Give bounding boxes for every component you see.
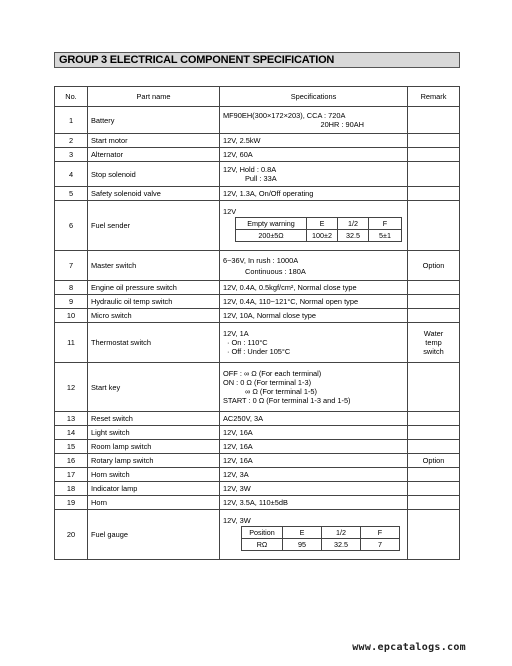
part-name: Alternator <box>88 148 220 162</box>
remark-cell <box>408 107 460 134</box>
table-row <box>55 496 460 510</box>
spec-line: 12V, 0.4A, 110~121°C, Normal open type <box>223 297 359 306</box>
row-no: 8 <box>55 281 88 295</box>
remark-cell <box>408 162 460 187</box>
remark-cell: Option <box>408 454 460 468</box>
spec-cell <box>220 295 408 309</box>
spec-cell <box>220 309 408 323</box>
spec-line: 12V, 3W <box>223 484 251 493</box>
remark-cell <box>408 363 460 412</box>
section-title-bar <box>54 52 460 68</box>
spec-cell <box>220 187 408 201</box>
sub-table-row <box>242 527 400 539</box>
table-row <box>55 412 460 426</box>
spec-line: 12V, 2.5kW <box>223 136 261 145</box>
row-no: 1 <box>55 107 88 134</box>
remark-cell: Option <box>408 251 460 281</box>
remark-cell <box>408 281 460 295</box>
row-no: 20 <box>55 510 88 560</box>
part-name: Engine oil pressure switch <box>88 281 220 295</box>
remark-cell <box>408 496 460 510</box>
spec-line: Pull : 33A <box>245 174 277 183</box>
row-no: 9 <box>55 295 88 309</box>
row-no: 15 <box>55 440 88 454</box>
spec-cell <box>220 281 408 295</box>
table-row <box>55 187 460 201</box>
page-title: GROUP 3 ELECTRICAL COMPONENT SPECIFICATION <box>59 54 335 66</box>
spec-cell <box>220 482 408 496</box>
remark-cell <box>408 426 460 440</box>
spec-cell <box>220 454 408 468</box>
remark-cell <box>408 323 460 363</box>
table-row <box>55 454 460 468</box>
table-row <box>55 363 460 412</box>
header-remark: Remark <box>408 87 460 107</box>
table-header-row <box>55 87 460 107</box>
remark-cell <box>408 134 460 148</box>
header-part-name: Part name <box>88 87 220 107</box>
row-no: 5 <box>55 187 88 201</box>
row-no: 12 <box>55 363 88 412</box>
part-name: Horn switch <box>88 468 220 482</box>
row-no: 3 <box>55 148 88 162</box>
remark-cell <box>408 148 460 162</box>
remark-line: temp <box>425 338 442 347</box>
part-name: Fuel gauge <box>88 510 220 560</box>
table-row <box>55 281 460 295</box>
remark-cell <box>408 187 460 201</box>
watermark-text: www.epcatalogs.com <box>352 642 466 653</box>
spec-line: 12V, 3.5A, 110±5dB <box>223 498 288 507</box>
spec-line: 12V, 3A <box>223 470 249 479</box>
sub-cell: 5±1 <box>369 230 402 242</box>
part-name: Micro switch <box>88 309 220 323</box>
part-name: Thermostat switch <box>88 323 220 363</box>
remark-cell <box>408 482 460 496</box>
part-name: Safety solenoid valve <box>88 187 220 201</box>
row-no: 11 <box>55 323 88 363</box>
spec-cell <box>220 440 408 454</box>
sub-cell: 95 <box>283 539 322 551</box>
remark-cell <box>408 309 460 323</box>
spec-line: 12V, Hold : 0.8A <box>223 165 277 174</box>
part-name: Stop solenoid <box>88 162 220 187</box>
part-name: Room lamp switch <box>88 440 220 454</box>
table-row <box>55 107 460 134</box>
spec-line: 12V <box>223 207 237 216</box>
part-name: Start key <box>88 363 220 412</box>
table-row <box>55 440 460 454</box>
table-row <box>55 468 460 482</box>
header-specifications: Specifications <box>220 87 408 107</box>
spec-cell <box>220 426 408 440</box>
spec-line: OFF : ∞ Ω (For each terminal) <box>223 369 322 378</box>
table-row <box>55 148 460 162</box>
sub-cell: 1/2 <box>338 218 369 230</box>
spec-cell <box>220 496 408 510</box>
spec-line: 12V, 60A <box>223 150 253 159</box>
row-no: 10 <box>55 309 88 323</box>
spec-cell <box>220 323 408 363</box>
part-name: Start motor <box>88 134 220 148</box>
sub-cell: 100±2 <box>307 230 338 242</box>
fuel-sender-resistance-table <box>235 217 402 242</box>
sub-cell: E <box>307 218 338 230</box>
sub-cell: 200±5Ω <box>236 230 307 242</box>
sub-cell: 32.5 <box>322 539 361 551</box>
part-name: Hydraulic oil temp switch <box>88 295 220 309</box>
spec-cell <box>220 510 408 560</box>
table-row <box>55 201 460 251</box>
table-row <box>55 426 460 440</box>
sub-cell: RΩ <box>242 539 283 551</box>
sub-table-row <box>236 218 402 230</box>
spec-cell <box>220 148 408 162</box>
spec-line: · Off : Under 105°C <box>227 347 291 356</box>
spec-line: 12V, 0.4A, 0.5kgf/cm², Normal close type <box>223 283 357 292</box>
row-no: 17 <box>55 468 88 482</box>
spec-line: ∞ Ω (For terminal 1-5) <box>245 387 317 396</box>
spec-cell <box>220 201 408 251</box>
sub-cell: F <box>361 527 400 539</box>
remark-line: switch <box>423 347 444 356</box>
sub-cell: Empty warning <box>236 218 307 230</box>
remark-line: Water <box>423 329 444 338</box>
sub-cell: 7 <box>361 539 400 551</box>
row-no: 4 <box>55 162 88 187</box>
table-row <box>55 162 460 187</box>
spec-line: 12V, 3W <box>223 516 251 525</box>
row-no: 7 <box>55 251 88 281</box>
row-no: 2 <box>55 134 88 148</box>
spec-cell <box>220 107 408 134</box>
row-no: 13 <box>55 412 88 426</box>
header-no: No. <box>55 87 88 107</box>
table-row <box>55 295 460 309</box>
spec-cell <box>220 162 408 187</box>
spec-line: · On : 110°C <box>227 338 268 347</box>
part-name: Battery <box>88 107 220 134</box>
remark-cell <box>408 201 460 251</box>
spec-line: 12V, 1A <box>223 329 249 338</box>
spec-line: 12V, 16A <box>223 442 253 451</box>
part-name: Indicator lamp <box>88 482 220 496</box>
spec-cell <box>220 134 408 148</box>
part-name: Light switch <box>88 426 220 440</box>
row-no: 16 <box>55 454 88 468</box>
spec-line: Continuous : 180A <box>245 266 306 276</box>
spec-line: 12V, 1.3A, On/Off operating <box>223 189 314 198</box>
part-name: Horn <box>88 496 220 510</box>
spec-table <box>54 86 460 560</box>
spec-line: 20HR : 90AH <box>320 120 364 129</box>
part-name: Rotary lamp switch <box>88 454 220 468</box>
remark-cell <box>408 440 460 454</box>
remark-cell <box>408 412 460 426</box>
spec-cell <box>220 468 408 482</box>
remark-cell <box>408 468 460 482</box>
sub-cell: 32.5 <box>338 230 369 242</box>
sub-table-row <box>236 230 402 242</box>
table-row <box>55 510 460 560</box>
spec-line: 12V, 16A <box>223 428 253 437</box>
sub-cell: 1/2 <box>322 527 361 539</box>
spec-line: 6~36V, In rush : 1000A <box>223 255 299 265</box>
spec-cell <box>220 363 408 412</box>
spec-line: AC250V, 3A <box>223 414 263 423</box>
spec-cell <box>220 251 408 281</box>
table-row <box>55 309 460 323</box>
sub-cell: Position <box>242 527 283 539</box>
table-row <box>55 134 460 148</box>
spec-line: ON : 0 Ω (For terminal 1-3) <box>223 378 312 387</box>
row-no: 14 <box>55 426 88 440</box>
part-name: Reset switch <box>88 412 220 426</box>
part-name: Fuel sender <box>88 201 220 251</box>
spec-cell <box>220 412 408 426</box>
sub-cell: F <box>369 218 402 230</box>
spec-line: 12V, 10A, Normal close type <box>223 311 316 320</box>
table-row <box>55 482 460 496</box>
part-name: Master switch <box>88 251 220 281</box>
fuel-gauge-resistance-table <box>241 526 400 551</box>
row-no: 19 <box>55 496 88 510</box>
spec-line: START : 0 Ω (For terminal 1-3 and 1-5) <box>223 396 351 405</box>
sub-cell: E <box>283 527 322 539</box>
row-no: 18 <box>55 482 88 496</box>
remark-cell <box>408 295 460 309</box>
spec-line: MF90EH(300×172×203), CCA : 720A <box>223 111 346 120</box>
sub-table-row <box>242 539 400 551</box>
remark-cell <box>408 510 460 560</box>
spec-line: 12V, 16A <box>223 456 253 465</box>
table-row <box>55 323 460 363</box>
table-row <box>55 251 460 281</box>
row-no: 6 <box>55 201 88 251</box>
